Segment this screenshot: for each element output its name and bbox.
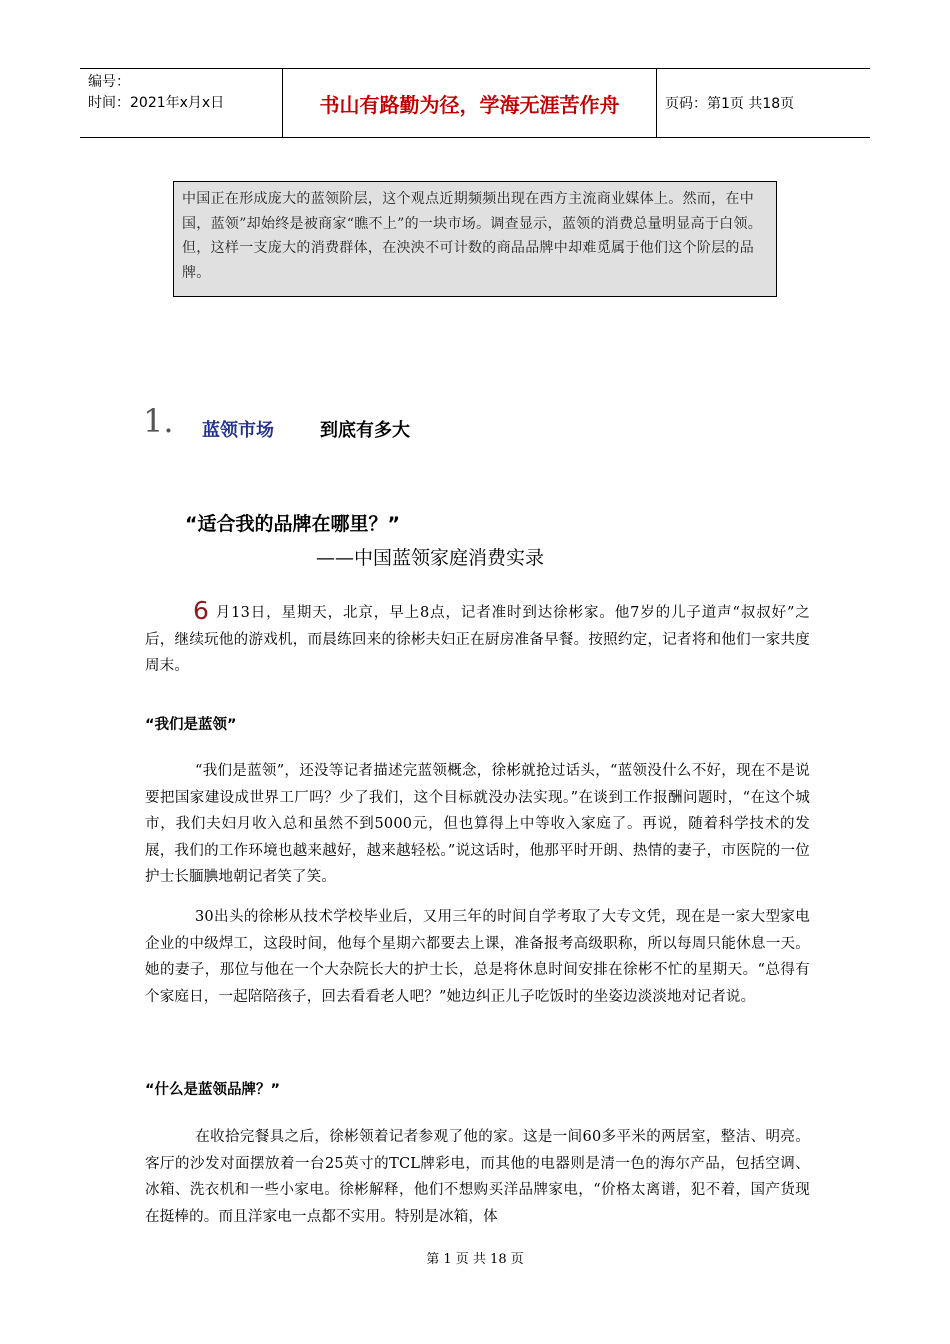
article-title: “适合我的品牌在哪里？” <box>185 513 400 535</box>
paragraph-2-text: 30出头的徐彬从技术学校毕业后，又用三年的时间自学考取了大专文凭，现在是一家大型家电企业的中级焊工，这段时间，他每个星期六都要去上课，准备报考高级职称，所以每周只能休息一天。她的妻子，那位与他在一个大杂院长大的护士长，总是将休息时间安排在徐彬不忙的星期天。“总得有个家庭日，一起陪陪孩子，回去看看老人吧？”她边纠正儿子吃饭时的坐姿边淡淡地对记者说。 <box>145 909 810 1005</box>
doc-number: 编号： <box>88 74 130 90</box>
paragraph-3-text: 在收拾完餐具之后，徐彬领着记者参观了他的家。这是一间60多平米的两居室，整洁、明亮。客厅的沙发对面摆放着一台25英寸的TCL牌彩电，而其他的电器则是清一色的海尔产品，包括空调、冰箱、洗衣机和一些小家电。徐彬解释，他们不想购买洋品牌家电，“价格太离谱，犯不着，国产货现在挺棒的。而且洋家电一点都不实用。特别是冰箱，体 <box>145 1129 810 1225</box>
doc-date: 时间：2021年x月x日 <box>88 95 225 111</box>
article-subtitle: ——中国蓝领家庭消费实录 <box>316 547 545 569</box>
document-header <box>80 68 870 138</box>
intro-text: 月13日，星期天，北京，早上8点，记者准时到达徐彬家。他7岁的儿子道声“叔叔好”之后，继续玩他的游戏机，而晨练回来的徐彬夫妇正在厨房准备早餐。按照约定，记者将和他们一家共度周末。 <box>145 605 810 674</box>
paragraph-1-text: “我们是蓝领”，还没等记者描述完蓝领概念，徐彬就抢过话头，“蓝领没什么不好，现在不是说要把国家建设成世界工厂吗？少了我们，这个目标就没办法实现。”在谈到工作报酬问题时，“在这个城市，我们夫妇月收入总和虽然不到5000元，但也算得上中等收入家庭了。再说，随着科学技术的发展，我们的工作环境也越来越好，越来越轻松。”说这话时，他那平时开朗、热情的妻子，市医院的一位护士长腼腆地朝记者笑了笑。 <box>145 763 810 885</box>
header-motto: 书山有路勤为径，学海无涯苦作舟 <box>282 69 657 137</box>
paragraph-2 <box>145 904 810 1010</box>
drop-cap: 6 <box>193 596 210 625</box>
section-title-part2: 到底有多大 <box>320 420 410 441</box>
page-footer: 第 1 页 共 18 页 <box>426 1252 524 1267</box>
subhead-what-is-brand: “什么是蓝领品牌？” <box>145 1082 281 1098</box>
section-title-part1: 蓝领市场 <box>202 420 274 441</box>
paragraph-1 <box>145 758 810 891</box>
section-number: 1. <box>143 402 174 440</box>
header-meta <box>80 69 282 137</box>
subhead-we-are-blue-collar: “我们是蓝领” <box>145 717 237 733</box>
paragraph-3 <box>145 1124 810 1230</box>
intro-paragraph <box>145 598 810 680</box>
summary-box: 中国正在形成庞大的蓝领阶层，这个观点近期频频出现在西方主流商业媒体上。然而，在中国，蓝领”却始终是被商家“瞧不上”的一块市场。调查显示，蓝领的消费总量明显高于白领。但，这样一支庞大的消费群体，在泱泱不可计数的商品品牌中却难觅属于他们这个阶层的品牌。 <box>173 181 777 297</box>
header-page-info: 页码：第1页 共18页 <box>665 96 795 112</box>
